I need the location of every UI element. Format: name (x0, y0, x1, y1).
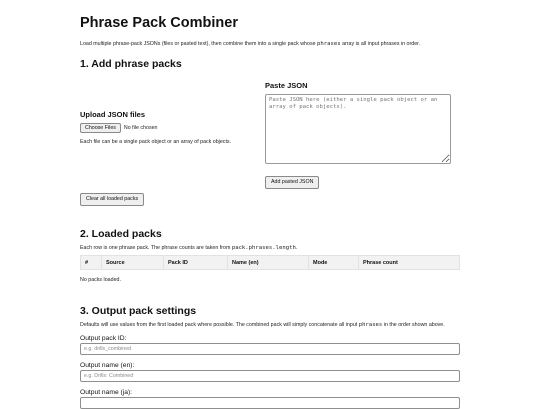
output-note-after: in the order shown above. (382, 322, 445, 328)
file-picker (80, 123, 260, 133)
upload-panel (80, 110, 260, 146)
intro-text-after: array is all input phrases in order. (340, 41, 421, 47)
output-note-before: Defaults will use values from the first loaded pack where possible. The combined pack will simply concatenate all input (80, 322, 359, 328)
upload-heading: Upload JSON files (80, 110, 146, 119)
section3-heading: 3. Output pack settings (80, 305, 197, 317)
page (80, 0, 460, 409)
column-header-pack-id: Pack ID (164, 256, 228, 270)
output-pack-id-label: Output pack ID: (80, 335, 127, 342)
output-settings-note (80, 322, 460, 329)
loaded-note-code: pack.phrases.length (231, 245, 296, 251)
column-header-phrase-count: Phrase count (359, 256, 460, 270)
output-pack-id-input[interactable] (80, 343, 460, 355)
intro-text (80, 41, 460, 48)
intro-text-before: Load multiple phrase-pack JSONs (files or pasted text), then combine them into a single pack whose (80, 41, 318, 47)
column-header-mode: Mode (309, 256, 359, 270)
column-header-source: Source (102, 256, 164, 270)
paste-heading: Paste JSON (265, 81, 308, 90)
loaded-note-before: Each row is one phrase pack. The phrase counts are taken from (80, 245, 232, 251)
section1-heading: 1. Add phrase packs (80, 58, 182, 70)
output-name-ja-input[interactable] (80, 397, 460, 409)
no-file-text: No file chosen (123, 124, 158, 131)
choose-files-button[interactable]: Choose Files (80, 123, 121, 133)
clear-all-button[interactable]: Clear all loaded packs (80, 193, 144, 206)
add-pasted-json-button[interactable]: Add pasted JSON (265, 176, 319, 189)
output-name-en-label: Output name (en): (80, 362, 135, 369)
output-name-en-input[interactable] (80, 370, 460, 382)
clear-panel (80, 187, 260, 206)
column-header-index: # (81, 256, 102, 270)
loaded-packs-table (80, 255, 460, 270)
upload-note: Each file can be a single pack object or an array of pack objects. (80, 139, 232, 145)
section2-heading: 2. Loaded packs (80, 228, 162, 240)
loaded-packs-note (80, 245, 460, 252)
no-packs-text: No packs loaded. (80, 277, 121, 283)
intro-code: phrases (317, 41, 341, 47)
output-name-ja-label: Output name (ja): (80, 389, 133, 396)
column-header-name-en: Name (en) (228, 256, 309, 270)
table-header-row (81, 256, 460, 270)
paste-json-textarea[interactable] (265, 94, 451, 164)
page-title: Phrase Pack Combiner (80, 15, 238, 31)
paste-panel (265, 81, 465, 189)
add-packs-section (80, 81, 460, 231)
loaded-note-after: . (295, 245, 298, 251)
output-note-code: phrases (358, 322, 383, 328)
